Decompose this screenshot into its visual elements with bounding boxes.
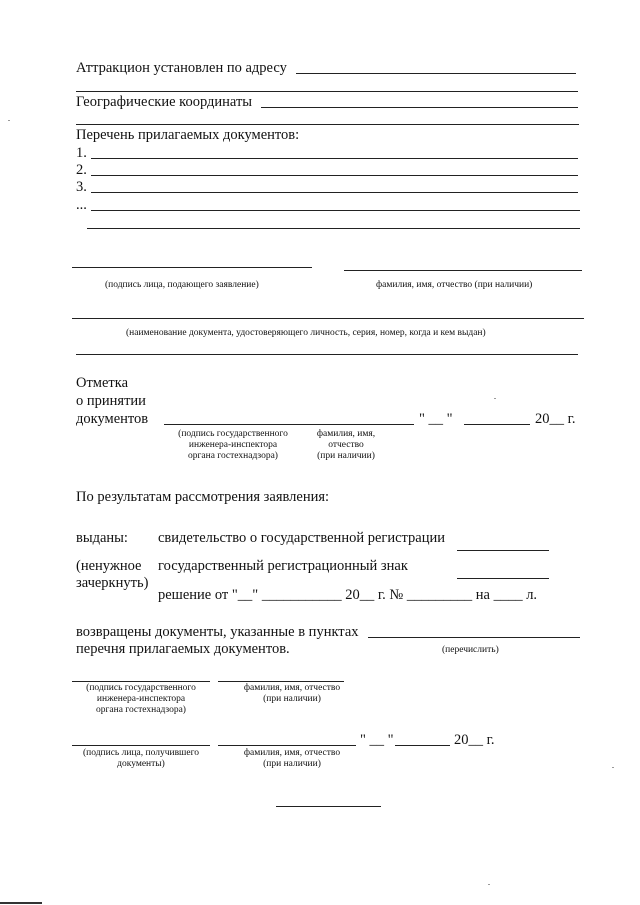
recipient-sig-caption-2: документы) bbox=[117, 759, 165, 769]
bottom-date-quotes: " __ " bbox=[360, 732, 394, 748]
scan-speck bbox=[8, 120, 10, 121]
acceptance-sig-caption-3: органа гостехнадзора) bbox=[188, 451, 278, 461]
returned-docs-label: возвращены документы, указанные в пунктах bbox=[76, 624, 359, 640]
scan-speck bbox=[612, 767, 614, 768]
coordinates-label: Географические координаты bbox=[76, 94, 253, 110]
inspector-fio-caption-1: фамилия, имя, отчество bbox=[243, 683, 341, 693]
inspector-sig-caption-2: инженера-инспектора bbox=[96, 694, 186, 704]
recipient-sig-caption-1: (подпись лица, получившего bbox=[82, 748, 199, 758]
address-field-line[interactable] bbox=[296, 73, 576, 74]
strike-note-1: (ненужное bbox=[76, 558, 142, 574]
issued-label: выданы: bbox=[76, 530, 128, 546]
applicant-name-line[interactable] bbox=[344, 270, 582, 271]
doc-item-1-number: 1. bbox=[76, 145, 87, 161]
decision-line: решение от "__" ___________ 20__ г. № _________ на ____ л. bbox=[158, 587, 538, 603]
plate-number-line[interactable] bbox=[457, 578, 549, 579]
recipient-signature-line[interactable] bbox=[72, 745, 210, 746]
documents-list-header: Перечень прилагаемых документов: bbox=[76, 127, 300, 143]
inspector-signature-line[interactable] bbox=[72, 681, 210, 682]
scan-speck bbox=[494, 398, 496, 399]
doc-item-2-number: 2. bbox=[76, 162, 87, 178]
doc-item-extra-line[interactable] bbox=[87, 228, 580, 229]
recipient-fio-caption-2: (при наличии) bbox=[263, 759, 321, 769]
applicant-signature-line[interactable] bbox=[72, 267, 312, 268]
acceptance-month-line[interactable] bbox=[464, 424, 530, 425]
results-header: По результатам рассмотрения заявления: bbox=[76, 489, 330, 505]
final-stamp-line[interactable] bbox=[276, 806, 381, 807]
doc-item-2-line[interactable] bbox=[91, 175, 578, 176]
returned-docs-label-2: перечня прилагаемых документов. bbox=[76, 641, 290, 657]
acceptance-sig-caption-2: инженера-инспектора bbox=[188, 440, 278, 450]
inspector-fio-caption-2: (при наличии) bbox=[263, 694, 321, 704]
inspector-sig-caption-3: органа гостехнадзора) bbox=[96, 705, 186, 715]
returned-items-line[interactable] bbox=[368, 637, 580, 638]
acceptance-sig-caption-1: (подпись государственного bbox=[178, 429, 288, 439]
inspector-name-line[interactable] bbox=[218, 681, 344, 682]
inspector-sig-caption-1: (подпись государственного bbox=[86, 683, 196, 693]
certificate-number-line[interactable] bbox=[457, 550, 549, 551]
doc-item-more-line[interactable] bbox=[91, 210, 580, 211]
id-document-line-2[interactable] bbox=[76, 354, 578, 355]
acceptance-label-1: Отметка bbox=[76, 375, 129, 391]
acceptance-fio-caption-1: фамилия, имя, bbox=[316, 429, 376, 439]
doc-item-1-line[interactable] bbox=[91, 158, 578, 159]
address-label: Аттракцион установлен по адресу bbox=[76, 60, 287, 76]
id-document-caption: (наименование документа, удостоверяющего личность, серия, номер, когда и кем выдан) bbox=[126, 328, 486, 338]
scan-edge-mark bbox=[0, 902, 42, 904]
address-field-line-2[interactable] bbox=[76, 91, 578, 92]
bottom-month-line[interactable] bbox=[395, 745, 450, 746]
issued-registration-plate: государственный регистрационный знак bbox=[158, 558, 408, 574]
id-document-line[interactable] bbox=[72, 318, 584, 319]
coordinates-field-line-2[interactable] bbox=[76, 124, 579, 125]
acceptance-signature-line[interactable] bbox=[164, 424, 414, 425]
acceptance-date-quotes: " __ " bbox=[419, 411, 453, 427]
list-caption: (перечислить) bbox=[442, 645, 499, 655]
doc-item-3-line[interactable] bbox=[91, 192, 578, 193]
acceptance-year: 20__ г. bbox=[535, 411, 576, 427]
applicant-signature-caption: (подпись лица, подающего заявление) bbox=[105, 280, 259, 290]
acceptance-label-3: документов bbox=[76, 411, 149, 427]
acceptance-fio-caption-3: (при наличии) bbox=[317, 451, 375, 461]
acceptance-fio-caption-2: отчество bbox=[328, 440, 364, 450]
bottom-year: 20__ г. bbox=[454, 732, 495, 748]
recipient-fio-caption-1: фамилия, имя, отчество bbox=[243, 748, 341, 758]
applicant-name-caption: фамилия, имя, отчество (при наличии) bbox=[376, 280, 533, 290]
strike-note-2: зачеркнуть) bbox=[76, 575, 149, 591]
coordinates-field-line[interactable] bbox=[261, 107, 578, 108]
scan-speck bbox=[488, 884, 490, 885]
issued-certificate: свидетельство о государственной регистрации bbox=[158, 530, 446, 546]
recipient-name-line[interactable] bbox=[218, 745, 356, 746]
doc-item-more: ... bbox=[76, 197, 87, 213]
acceptance-label-2: о принятии bbox=[76, 393, 146, 409]
doc-item-3-number: 3. bbox=[76, 179, 87, 195]
